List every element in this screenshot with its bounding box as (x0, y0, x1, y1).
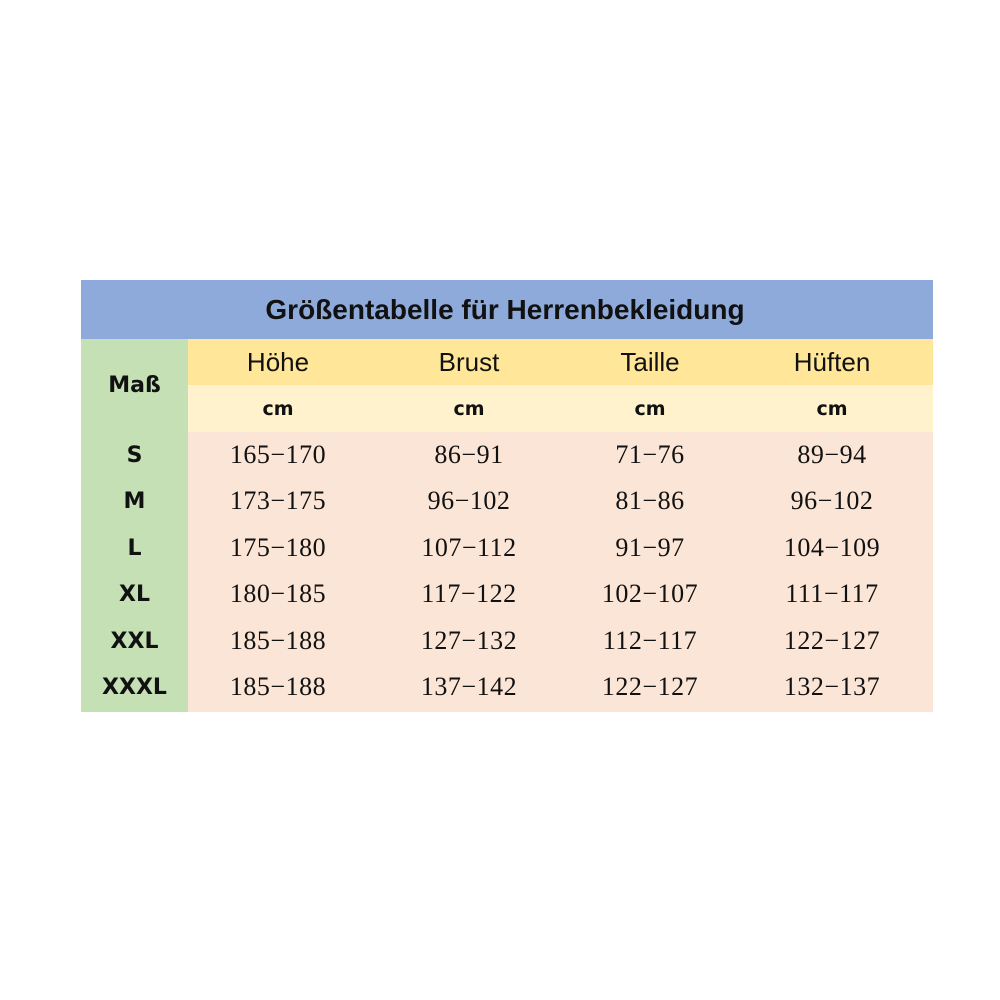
unit-label: cm (453, 397, 485, 420)
table-cell: 107−112 (421, 533, 517, 562)
column-header-hueften: Hüften (793, 346, 871, 377)
column-header-hoehe: Höhe (246, 346, 310, 377)
table-cell: 122−127 (783, 626, 881, 655)
measure-header: Maß (108, 373, 161, 398)
table-cell: 175−180 (229, 533, 327, 562)
size-label-xl: XL (119, 581, 150, 607)
table-cell: 117−122 (421, 579, 517, 608)
table-cell: 132−137 (783, 672, 881, 701)
table-cell: 137−142 (420, 672, 518, 701)
table-cell: 86−91 (434, 440, 504, 469)
table-cell: 81−86 (615, 486, 685, 515)
column-header-brust: Brust (438, 346, 500, 377)
table-cell: 112−117 (602, 626, 698, 655)
table-cell: 185−188 (229, 672, 327, 701)
size-label-m: M (123, 488, 146, 514)
table-cell: 91−97 (615, 533, 685, 562)
table-cell: 89−94 (797, 440, 867, 469)
size-label-s: S (126, 442, 143, 468)
table-cell: 122−127 (601, 672, 699, 701)
table-cell: 111−117 (785, 579, 879, 608)
table-cell: 185−188 (229, 626, 327, 655)
table-title-bar (81, 280, 933, 339)
table-cell: 104−109 (783, 533, 881, 562)
size-label-xxxl: XXXL (102, 674, 167, 700)
column-header-taille: Taille (620, 346, 680, 377)
table-title: Größentabelle für Herrenbekleidung (265, 293, 745, 325)
table-cell: 127−132 (420, 626, 518, 655)
size-chart-table (81, 280, 933, 712)
table-cell: 71−76 (615, 440, 685, 469)
size-column (81, 339, 188, 712)
column-header-row (188, 339, 933, 385)
table-cell: 96−102 (790, 486, 874, 515)
size-label-xxl: XXL (110, 628, 159, 654)
table-cell: 180−185 (229, 579, 327, 608)
unit-label: cm (262, 397, 294, 420)
table-cell: 96−102 (427, 486, 511, 515)
unit-label: cm (634, 397, 666, 420)
table-cell: 165−170 (229, 440, 327, 469)
unit-row (188, 385, 933, 432)
table-cell: 173−175 (229, 486, 327, 515)
size-label-l: L (127, 535, 142, 561)
table-cell: 102−107 (601, 579, 699, 608)
unit-label: cm (816, 397, 848, 420)
table-body (188, 432, 933, 712)
